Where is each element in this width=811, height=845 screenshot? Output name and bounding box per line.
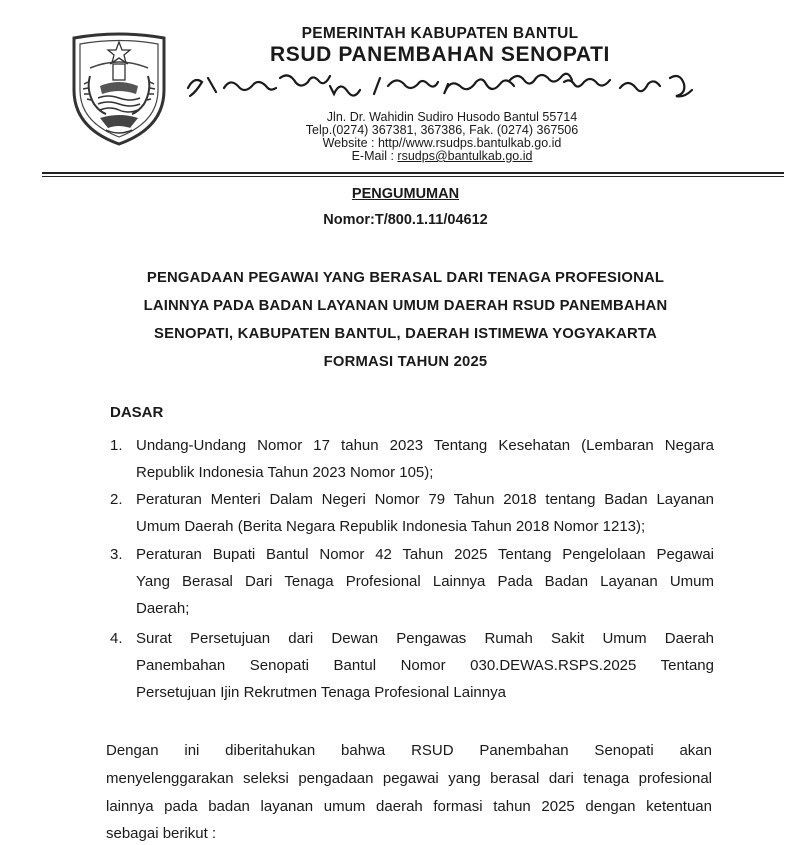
item-4-line-2: Panembahan Senopati Bantul Nomor 030.DEWAS.RSPS.2025 Tentang [136, 657, 714, 674]
item-3-line-3: Daerah; [136, 600, 190, 617]
address-line: Jln. Dr. Wahidin Sudiro Husodo Bantul 55714 [326, 110, 578, 124]
body-line-3: lainnya pada badan layanan umum daerah formasi tahun 2025 dengan ketentuan [106, 798, 712, 815]
letterhead-divider-thick [42, 172, 784, 174]
item-3-line-2: Yang Berasal Dari Tenaga Profesional Lainnya Pada Badan Layanan Umum [136, 573, 714, 590]
item-3-number: 3. [110, 546, 123, 563]
announcement-number: Nomor:T/800.1.11/04612 [323, 212, 488, 228]
dasar-heading: DASAR [110, 404, 164, 421]
item-4-line-1: Surat Persetujuan dari Dewan Pengawas Rumah Sakit Umum Daerah [136, 630, 714, 647]
body-line-2: menyelenggarakan seleksi pengadaan pegawai yang berasal dari tenaga profesional [106, 770, 712, 787]
item-3-line-1: Peraturan Bupati Bantul Nomor 42 Tahun 2025 Tentang Pengelolaan Pegawai [136, 546, 714, 563]
item-4-number: 4. [110, 630, 123, 647]
email-link[interactable]: rsudps@bantulkab.go.id [397, 149, 533, 163]
item-2-line-1: Peraturan Menteri Dalam Negeri Nomor 79 Tahun 2018 tentang Badan Layanan [136, 491, 714, 508]
item-1-line-2: Republik Indonesia Tahun 2023 Nomor 105); [136, 464, 434, 481]
email-line [262, 149, 622, 163]
government-name: PEMERINTAH KABUPATEN BANTUL [301, 25, 579, 42]
body-line-4: sebagai berikut : [106, 825, 217, 842]
javanese-script-line [180, 66, 710, 106]
title-line-4: FORMASI TAHUN 2025 [323, 354, 488, 370]
item-1-line-1: Undang-Undang Nomor 17 tahun 2023 Tentang Kesehatan (Lembaran Negara [136, 437, 714, 454]
body-line-1: Dengan ini diberitahukan bahwa RSUD Panembahan Senopati akan [106, 742, 712, 759]
item-2-number: 2. [110, 491, 123, 508]
item-2-line-2: Umum Daerah (Berita Negara Republik Indonesia Tahun 2018 Nomor 1213); [136, 518, 646, 535]
title-line-2: LAINNYA PADA BADAN LAYANAN UMUM DAERAH RSUD PANEMBAHAN [143, 298, 668, 314]
title-line-1: PENGADAAN PEGAWAI YANG BERASAL DARI TENAGA PROFESIONAL [146, 270, 665, 286]
phone-line: Telp.(0274) 367381, 367386, Fak. (0274) 367506 [305, 123, 579, 137]
title-line-3: SENOPATI, KABUPATEN BANTUL, DAERAH ISTIMEWA YOGYAKARTA [154, 326, 657, 342]
hospital-name: RSUD PANEMBAHAN SENOPATI [270, 43, 610, 66]
regency-coat-of-arms-logo [66, 28, 172, 148]
email-label: E-Mail : [351, 149, 398, 163]
item-4-line-3: Persetujuan Ijin Rekrutmen Tenaga Profesional Lainnya [136, 684, 506, 701]
letterhead-divider-thin [42, 176, 784, 177]
item-1-number: 1. [110, 437, 123, 454]
website-line: Website : http//www.rsudps.bantulkab.go.id [322, 136, 562, 150]
announcement-heading: PENGUMUMAN [351, 186, 460, 202]
